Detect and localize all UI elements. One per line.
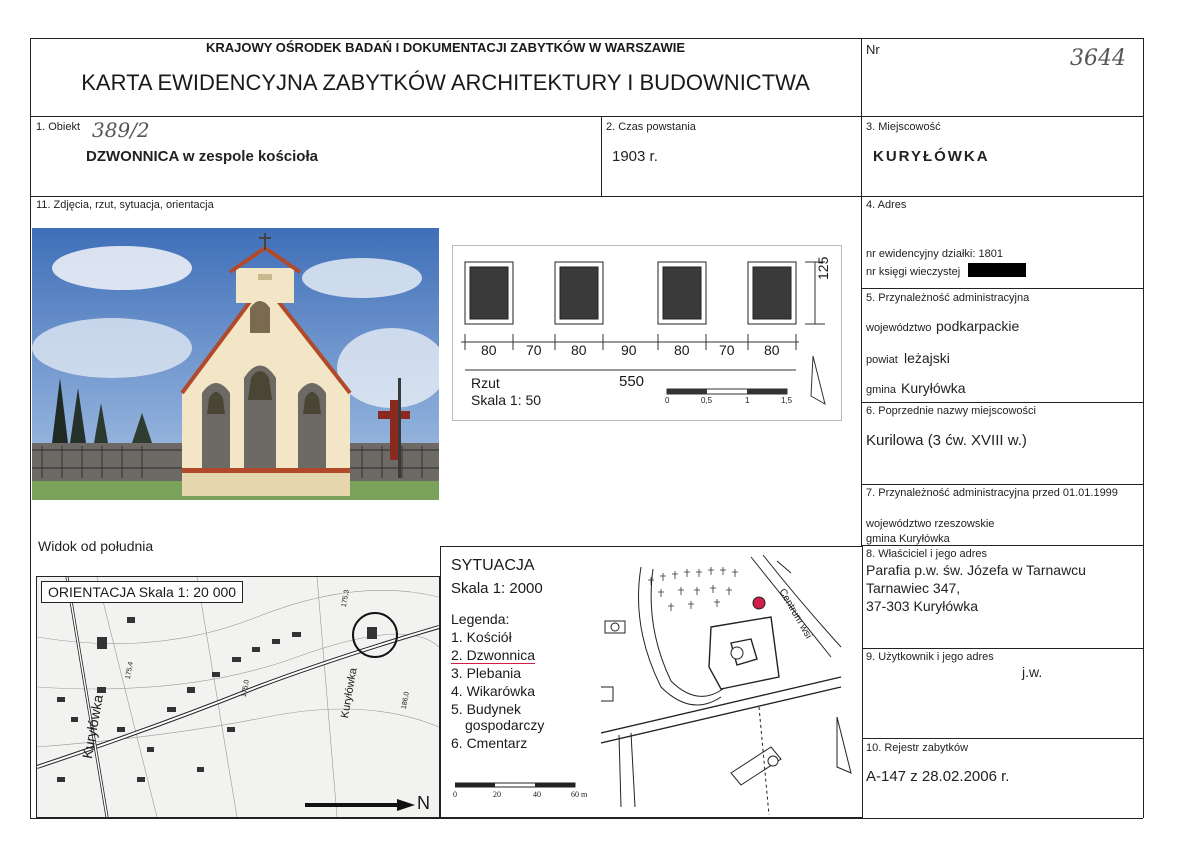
belfry-photo (32, 228, 439, 500)
object-handwritten: 389/2 (92, 118, 150, 142)
institution-heading: KRAJOWY OŚRODEK BADAŃ I DOKUMENTACJI ZABYTKÓW W WARSZAWIE (205, 40, 686, 55)
admin-before-label: 7. Przynależność administracyjna przed 01.01.1999 (866, 487, 1118, 499)
floor-plan (452, 245, 842, 421)
date-value: 1903 r. (612, 148, 658, 165)
registry-value: A-147 z 28.02.2006 r. (866, 768, 1010, 785)
orientation-elev-2: 175,4 (124, 661, 135, 680)
situation-scale: Skala 1: 2000 (451, 580, 543, 597)
orientation-river-label: Kuryłówka (339, 667, 360, 720)
nr-label: Nr (866, 42, 880, 57)
locality-label: 3. Miejscowość (866, 121, 941, 133)
plan-dim-2: 70 (526, 342, 542, 358)
address-label: 4. Adres (866, 199, 907, 211)
orientation-village-label: Kuryłówka (79, 693, 106, 760)
user-value: j.w. (1022, 664, 1043, 680)
owner-line-3: 37-303 Kuryłówka (866, 598, 979, 614)
sit-bar-tick-0: 0 (453, 790, 457, 799)
admin-before-province: województwo rzeszowskie (866, 518, 995, 530)
locality-value: KURYŁÓWKA (873, 148, 990, 165)
sit-bar-tick-3: 60 m (571, 790, 588, 799)
plan-bar-tick-0: 0 (665, 396, 670, 405)
owner-label: 8. Właściciel i jego adres (866, 548, 988, 560)
object-value: DZWONNICA w zespole kościoła (86, 148, 318, 165)
orientation-north: N (417, 793, 430, 813)
road-label: Centrum wsi (776, 587, 814, 641)
plan-total: 550 (619, 373, 645, 390)
plan-dim-4: 90 (621, 342, 637, 358)
photos-label: 11. Zdjęcia, rzut, sytuacja, orientacja (36, 199, 214, 211)
province-value: podkarpackie (936, 318, 1020, 334)
orientation-map (36, 576, 440, 818)
legend-item-2: 2. Dzwonnica (451, 647, 536, 663)
registry-label: 10. Rejestr zabytków (866, 742, 969, 754)
owner-line-2: Tarnawiec 347, (866, 580, 961, 596)
plan-rzut: Rzut (471, 375, 500, 391)
province-prefix: województwo (866, 322, 932, 334)
plan-bar-tick-1: 0,5 (701, 396, 713, 405)
orientation-title: ORIENTACJA Skala 1: 20 000 (41, 581, 243, 603)
district-prefix: powiat (866, 354, 898, 366)
plan-dim-7: 80 (764, 342, 780, 358)
situation-title: SYTUACJA (451, 557, 535, 574)
plan-dim-6: 70 (719, 342, 735, 358)
plan-bar-tick-2: 1 (745, 396, 750, 405)
legend-item-5: 5. Budynek (451, 701, 522, 717)
owner-line-1: Parafia p.w. św. Józefa w Tarnawcu (866, 562, 1086, 578)
legend-item-4: 4. Wikarówka (451, 683, 536, 699)
commune-prefix: gmina (866, 384, 896, 396)
legend-item-6: 6. Cmentarz (451, 735, 528, 751)
land-register-label: nr księgi wieczystej (866, 266, 961, 278)
legend-item-5b: gospodarczy (465, 717, 545, 733)
former-names-label: 6. Poprzednie nazwy miejscowości (866, 405, 1036, 417)
admin-before-commune: gmina Kuryłówka (866, 533, 950, 545)
district-value: leżajski (904, 350, 950, 366)
former-names-value: Kurilowa (3 ćw. XVIII w.) (866, 432, 1027, 449)
plan-dim-5: 80 (674, 342, 690, 358)
situation-panel (440, 546, 863, 818)
plan-dim-1: 80 (481, 342, 497, 358)
commune-value: Kuryłówka (901, 380, 966, 396)
plot-number: nr ewidencyjny działki: 1801 (866, 248, 1003, 260)
admin-label: 5. Przynależność administracyjna (866, 292, 1030, 304)
nr-handwritten: 3644 (1070, 46, 1126, 71)
photo-caption: Widok od południa (38, 538, 154, 554)
card-title: KARTA EWIDENCYJNA ZABYTKÓW ARCHITEKTURY I BUDOWNICTWA (81, 70, 810, 95)
orientation-elev-1: 175,3 (340, 589, 351, 608)
plan-dim-3: 80 (571, 342, 587, 358)
plan-height-dim: 125 (815, 256, 831, 280)
user-label: 9. Użytkownik i jego adres (866, 651, 994, 663)
date-label: 2. Czas powstania (606, 121, 696, 133)
legend-title: Legenda: (451, 611, 510, 627)
legend-item-3: 3. Plebania (451, 665, 522, 681)
orientation-elev-4: 186,0 (400, 691, 411, 710)
object-label: 1. Obiekt (36, 121, 81, 133)
sit-bar-tick-1: 20 (493, 790, 501, 799)
orientation-elev-3: 175,0 (240, 679, 251, 698)
plan-bar-tick-3: 1,5 (781, 396, 793, 405)
redacted-block (968, 263, 1026, 277)
legend-item-1: 1. Kościół (451, 629, 512, 645)
sit-bar-tick-2: 40 (533, 790, 541, 799)
plan-scale: Skala 1: 50 (471, 392, 542, 408)
